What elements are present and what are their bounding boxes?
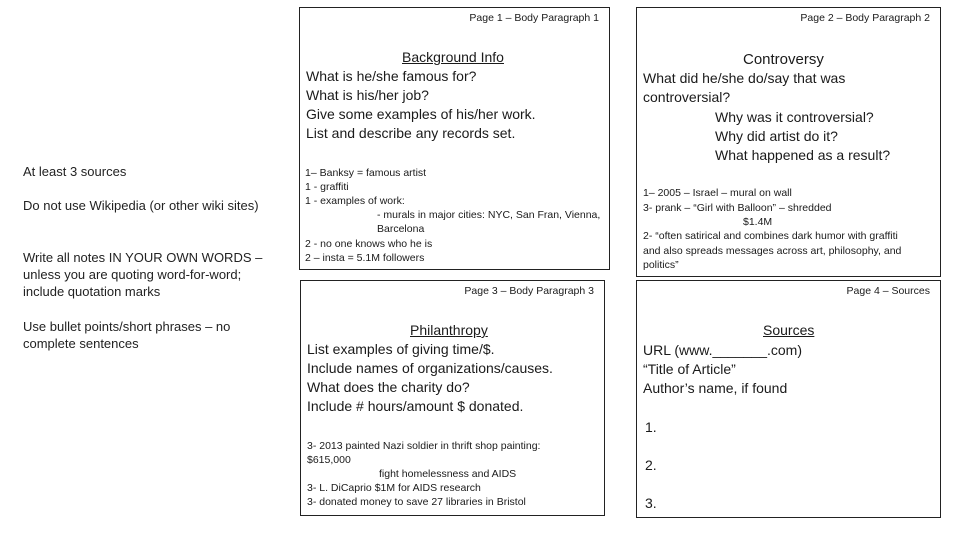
source-number-2: 2. [645,457,657,473]
page1-title: Background Info [402,49,504,65]
page3-title: Philanthropy [410,322,488,338]
page2-box [636,7,941,277]
page3-note: 3- 2013 painted Nazi soldier in thrift shop painting: [307,440,541,452]
page4-header: Page 4 – Sources [846,285,930,297]
page3-note: $615,000 [307,454,351,466]
page2-question: Why was it controversial? [715,109,874,125]
page4-question: URL (www._______.com) [643,342,802,358]
page2-question: What did he/she do/say that was [643,70,846,86]
page1-question: Give some examples of his/her work. [306,106,536,122]
page2-note: $1.4M [743,216,773,228]
page3-question: Include names of organizations/causes. [307,360,553,376]
page1-note: Barcelona [377,223,425,235]
page3-question: Include # hours/amount $ donated. [307,398,524,414]
page2-note: politics” [643,259,679,271]
page2-note: 2- “often satirical and combines dark humor with graffiti [643,230,898,242]
page1-question: What is he/she famous for? [306,68,477,84]
page1-note: 1 - graffiti [305,181,349,193]
page1-box [299,7,610,270]
page1-header: Page 1 – Body Paragraph 1 [469,12,599,24]
page2-question: controversial? [643,89,731,105]
page2-title: Controversy [743,51,824,68]
page3-note: 3- donated money to save 27 libraries in Bristol [307,496,526,508]
page4-question: “Title of Article” [643,361,736,377]
instruction-no-wiki: Do not use Wikipedia (or other wiki sites) [23,198,259,213]
page1-note: 2 - no one knows who he is [305,238,433,250]
page3-note: fight homelessness and AIDS [379,468,517,480]
page2-question: Why did artist do it? [715,128,838,144]
page2-note: 1– 2005 – Israel – mural on wall [643,187,792,199]
instruction-bullets: Use bullet points/short phrases – no complete sentences [23,319,231,351]
page1-note: - murals in major cities: NYC, San Fran, Vienna, [377,209,601,221]
page4-question: Author’s name, if found [643,380,788,396]
page2-note: and also spreads messages across art, philosophy, and [643,245,902,257]
page3-header: Page 3 – Body Paragraph 3 [464,285,594,297]
page2-note: 3- prank – “Girl with Balloon” – shredded [643,202,832,214]
page4-box [636,280,941,518]
page1-question: What is his/her job? [306,87,429,103]
page3-box [300,280,605,516]
page3-question: What does the charity do? [307,379,470,395]
page2-header: Page 2 – Body Paragraph 2 [800,12,930,24]
page1-note: 1– Banksy = famous artist [305,167,427,179]
page1-note: 2 – insta = 5.1M followers [305,252,425,264]
page4-title: Sources [763,322,815,338]
page2-question: What happened as a result? [715,147,891,163]
page1-note: 1 - examples of work: [305,195,405,207]
source-number-3: 3. [645,495,657,511]
page1-question: List and describe any records set. [306,125,516,141]
instruction-own-words: Write all notes IN YOUR OWN WORDS – unless you are quoting word-for-word; include quotation marks [23,250,263,299]
page3-note: 3- L. DiCaprio $1M for AIDS research [307,482,481,494]
page3-question: List examples of giving time/$. [307,341,495,357]
source-number-1: 1. [645,419,657,435]
instruction-sources: At least 3 sources [23,164,127,179]
